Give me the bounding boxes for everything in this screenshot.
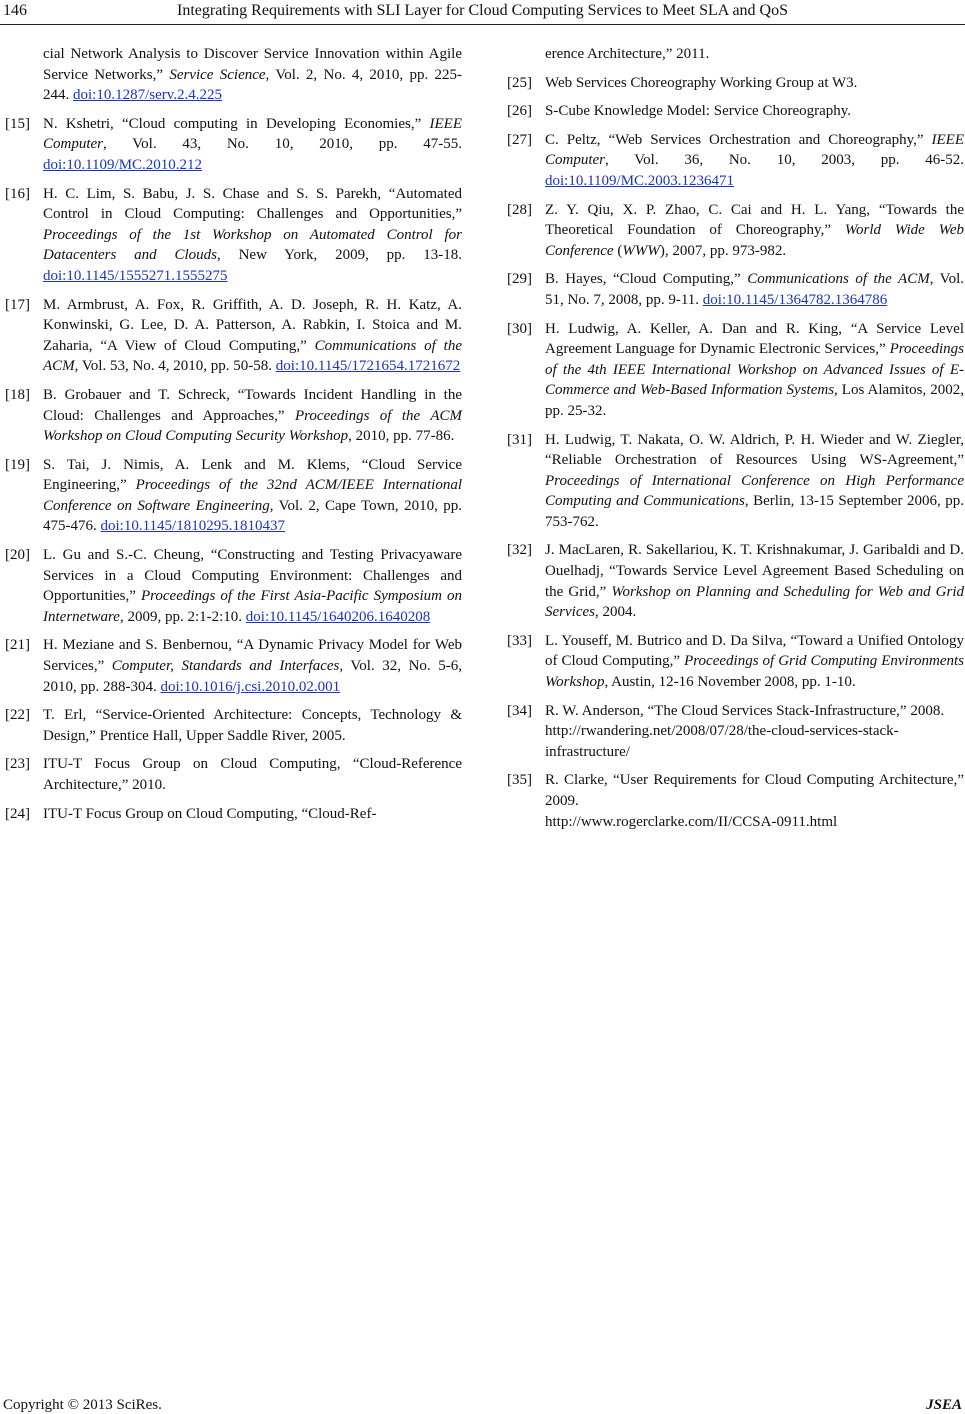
reference-number: [16] xyxy=(5,185,30,202)
reference-item xyxy=(507,319,964,422)
reference-number: [27] xyxy=(507,131,532,148)
italic-title: Computer, Standards and Interfaces xyxy=(111,658,340,675)
reference-number: [33] xyxy=(507,632,532,649)
italic-title: Proceedings of the 4th IEEE International Workshop on Advanced Issues of E-Commerce and Web-Based Information Systems xyxy=(545,341,964,399)
url-text: http://rwandering.net/2008/07/28/the-cloud-services-stack-infrastructure/ xyxy=(545,723,899,760)
reference-item xyxy=(5,545,462,627)
reference-item xyxy=(507,73,964,94)
reference-item xyxy=(5,295,462,377)
left-column xyxy=(5,44,462,832)
reference-text xyxy=(545,269,964,310)
reference-item xyxy=(507,631,964,693)
reference-text xyxy=(545,540,964,622)
text-run: B. Grobauer and T. Schreck, “Towards Incident Handling in the Cloud: Challenges and Approaches,” xyxy=(43,386,462,424)
text-run: B. Hayes, “Cloud Computing,” xyxy=(545,271,748,288)
doi-link[interactable]: doi:10.1145/1555271.1555275 xyxy=(43,267,228,284)
text-run: R. Clarke, “User Requirements for Cloud Computing Architecture,” 2009. xyxy=(545,772,964,809)
reference-number: [22] xyxy=(5,707,30,724)
reference-item xyxy=(507,701,964,763)
doi-link[interactable]: doi:10.1109/MC.2003.1236471 xyxy=(545,172,735,189)
reference-number: [20] xyxy=(5,547,30,564)
reference-text xyxy=(43,114,462,176)
reference-number: [15] xyxy=(5,115,30,132)
text-run: H. Ludwig, A. Keller, A. Dan and R. King, “A Service Level Agreement Language for Dynamic Electronic Services,” xyxy=(545,320,964,358)
reference-text xyxy=(545,631,964,693)
text-run: H. C. Lim, S. Babu, J. S. Chase and S. S. Parekh, “Automated Control in Cloud Computing: Challenges and Opportunities,” xyxy=(43,185,462,223)
reference-continuation-right xyxy=(507,44,964,65)
italic-title: Proceedings of the 32nd ACM/IEEE International Conference on Software Engineering xyxy=(43,477,463,514)
reference-text xyxy=(545,430,964,533)
text-run: L. Gu and S.-C. Cheung, “Constructing and Testing Privacyaware Services in a Cloud Computing Environment: Challenges and Opportunities,” xyxy=(43,547,462,605)
reference-number: [17] xyxy=(5,296,30,313)
reference-item xyxy=(5,705,462,746)
doi-link[interactable]: doi:10.1145/1810295.1810437 xyxy=(100,518,285,535)
text-run: S. Tai, J. Nimis, A. Lenk and M. Klems, “Cloud Service Engineering,” xyxy=(43,456,462,494)
italic-title: IEEE Computer xyxy=(545,131,964,169)
italic-title: Communications of the ACM xyxy=(43,337,462,375)
reference-number: [29] xyxy=(507,271,532,288)
reference-text xyxy=(545,701,964,763)
reference-text xyxy=(43,754,462,795)
doi-link[interactable]: doi:10.1287/serv.2.4.225 xyxy=(73,87,223,104)
reference-text xyxy=(43,455,462,537)
reference-item xyxy=(5,184,462,287)
reference-item xyxy=(5,114,462,176)
doi-link[interactable]: doi:10.1145/1721654.1721672 xyxy=(275,358,461,375)
text-run: , New York, 2009, pp. 13-18. xyxy=(217,247,463,264)
text-run: , Austin, 12-16 November 2008, pp. 1-10. xyxy=(604,674,856,691)
copyright-notice: Copyright © 2013 SciRes. xyxy=(3,1397,162,1413)
text-run: Web Services Choreography Working Group at W3. xyxy=(545,74,858,91)
text-run: R. W. Anderson, “The Cloud Services Stack-Infrastructure,” 2008. xyxy=(545,702,945,719)
text-run: , 2009, pp. 2:1-2:10. xyxy=(119,608,246,625)
reference-text xyxy=(43,635,462,697)
reference-item xyxy=(507,540,964,622)
text-run: M. Armbrust, A. Fox, R. Griffith, A. D. Joseph, R. H. Katz, A. Konwinski, G. Lee, D. A. Patterson, A. Rabkin, I. Stoica and M. Zaharia, “A View of Cloud Computing,” xyxy=(43,296,462,354)
reference-text xyxy=(43,804,462,825)
text-run: , Vol. 32, No. 5-6, 2010, pp. 288-304. xyxy=(43,658,462,695)
reference-text xyxy=(545,73,964,94)
text-run: H. Ludwig, T. Nakata, O. W. Aldrich, P. H. Wieder and W. Ziegler, “Reliable Orchestration of Resources Using WS-Agreement,” xyxy=(545,431,964,469)
reference-number: [19] xyxy=(5,456,30,473)
text-run: Z. Y. Qiu, X. P. Zhao, C. Cai and H. L. Yang, “Towards the Theoretical Foundation of Choreography,” xyxy=(545,201,964,239)
reference-number: [30] xyxy=(507,320,532,337)
page-number: 146 xyxy=(3,2,27,19)
reference-list-right xyxy=(507,73,964,833)
right-column xyxy=(507,44,964,840)
italic-title: World Wide Web Conference xyxy=(545,222,964,259)
doi-link[interactable]: doi:10.1016/j.csi.2010.02.001 xyxy=(160,678,341,695)
url-text: http://www.rogerclarke.com/II/CCSA-0911.html xyxy=(545,813,838,830)
reference-item xyxy=(5,455,462,537)
reference-text xyxy=(545,200,964,262)
text-run: , Vol. 43, No. 10, 2010, pp. 47-55. xyxy=(103,136,462,153)
reference-text xyxy=(43,705,462,746)
reference-number: [31] xyxy=(507,431,532,448)
italic-title: IEEE Computer xyxy=(43,115,462,153)
text-run: ITU-T Focus Group on Cloud Computing, “Cloud-Ref- xyxy=(43,805,377,822)
text-run: T. Erl, “Service-Oriented Architecture: Concepts, Technology & Design,” Prentice Hall, Upper Saddle River, 2005. xyxy=(43,707,462,744)
italic-title: Service Science xyxy=(169,66,266,83)
reference-text xyxy=(545,319,964,422)
reference-number: [23] xyxy=(5,756,30,773)
italic-title: Proceedings of the ACM Workshop on Cloud Computing Security Workshop xyxy=(43,407,462,445)
reference-text xyxy=(545,130,964,192)
reference-number: [26] xyxy=(507,103,532,120)
reference-number: [35] xyxy=(507,772,532,789)
text-run: , Vol. 2, Cape Town, 2010, pp. 475-476. xyxy=(43,497,463,535)
reference-text xyxy=(43,545,462,627)
reference-text xyxy=(43,184,462,287)
reference-text xyxy=(43,295,462,377)
reference-number: [18] xyxy=(5,386,30,403)
text-run: ), 2007, pp. 973-982. xyxy=(659,242,787,259)
italic-title: Proceedings of the 1st Workshop on Automated Control for Datacenters and Clouds xyxy=(43,226,462,264)
reference-item xyxy=(507,430,964,533)
text-run: , Vol. 53, No. 4, 2010, pp. 50-58. xyxy=(74,358,276,375)
text-run: , Los Alamitos, 2002, pp. 25-32. xyxy=(545,382,964,419)
italic-title: Proceedings of International Conference on High Performance Computing and Communications xyxy=(545,472,964,510)
reference-number: [34] xyxy=(507,702,532,719)
reference-item xyxy=(5,385,462,447)
italic-title: Communications of the ACM xyxy=(747,271,930,288)
italic-title: Workshop on Planning and Scheduling for Web and Grid Services xyxy=(545,583,964,621)
doi-link[interactable]: doi:10.1145/1640206.1640208 xyxy=(245,608,431,625)
reference-text xyxy=(545,770,964,832)
text-run: S-Cube Knowledge Model: Service Choreography. xyxy=(545,103,852,120)
text-run: ( xyxy=(613,242,623,259)
text-run: L. Youseff, M. Butrico and D. Da Silva, “Toward a Unified Ontology of Cloud Computing,” xyxy=(545,632,964,670)
text-run: , 2004. xyxy=(594,604,637,621)
reference-number: [21] xyxy=(5,637,30,654)
text-run: J. MacLaren, R. Sakellariou, K. T. Krishnakumar, J. Garibaldi and D. Ouelhadj, “Towards Service Level Agreement Based Scheduling on the Grid,” xyxy=(545,542,964,600)
page-footer xyxy=(0,1396,965,1414)
reference-item xyxy=(5,754,462,795)
italic-title: Proceedings of the First Asia-Pacific Symposium on Internetware xyxy=(43,588,462,625)
text-run: , Vol. 2, No. 4, 2010, pp. 225-244. xyxy=(43,66,462,104)
reference-item xyxy=(507,269,964,310)
reference-list-left xyxy=(5,114,462,824)
text-run: C. Peltz, “Web Services Orchestration and Choreography,” xyxy=(545,131,932,148)
reference-text xyxy=(545,44,964,65)
header-rule xyxy=(0,24,965,25)
reference-continuation-left xyxy=(5,44,462,106)
italic-title: Proceedings of Grid Computing Environments Workshop xyxy=(545,653,964,691)
text-run: N. Kshetri, “Cloud computing in Developing Economies,” xyxy=(43,115,430,132)
running-title: Integrating Requirements with SLI Layer for Cloud Computing Services to Meet SLA and QoS xyxy=(176,2,788,19)
reference-item xyxy=(5,804,462,825)
text-run: , Vol. 36, No. 10, 2003, pp. 46-52. xyxy=(605,152,964,169)
reference-item xyxy=(507,200,964,262)
reference-text xyxy=(43,44,462,106)
text-run: , 2010, pp. 77-86. xyxy=(348,428,455,445)
doi-link[interactable]: doi:10.1145/1364782.1364786 xyxy=(702,291,888,308)
text-run: erence Architecture,” 2011. xyxy=(545,46,710,62)
reference-item xyxy=(507,101,964,122)
reference-text xyxy=(43,385,462,447)
page-header xyxy=(0,0,965,28)
doi-link[interactable]: doi:10.1109/MC.2010.212 xyxy=(43,156,203,173)
text-run: H. Meziane and S. Benbernou, “A Dynamic Privacy Model for Web Services,” xyxy=(43,637,462,675)
reference-number: [24] xyxy=(5,805,30,822)
text-run: , Vol. 51, No. 7, 2008, pp. 9-11. xyxy=(545,271,964,308)
reference-number: [32] xyxy=(507,542,532,559)
reference-item xyxy=(507,770,964,832)
reference-number: [28] xyxy=(507,201,532,218)
italic-title: WWW xyxy=(622,242,660,259)
text-run: cial Network Analysis to Discover Service Innovation within Agile Service Networks,” xyxy=(43,46,462,83)
reference-item xyxy=(507,130,964,192)
text-run: ITU-T Focus Group on Cloud Computing, “Cloud-Reference Architecture,” 2010. xyxy=(43,756,462,793)
text-run: , Berlin, 13-15 September 2006, pp. 753-762. xyxy=(545,493,965,530)
reference-number: [25] xyxy=(507,74,532,91)
journal-abbreviation: JSEA xyxy=(926,1397,962,1413)
reference-text xyxy=(545,101,964,122)
reference-item xyxy=(5,635,462,697)
